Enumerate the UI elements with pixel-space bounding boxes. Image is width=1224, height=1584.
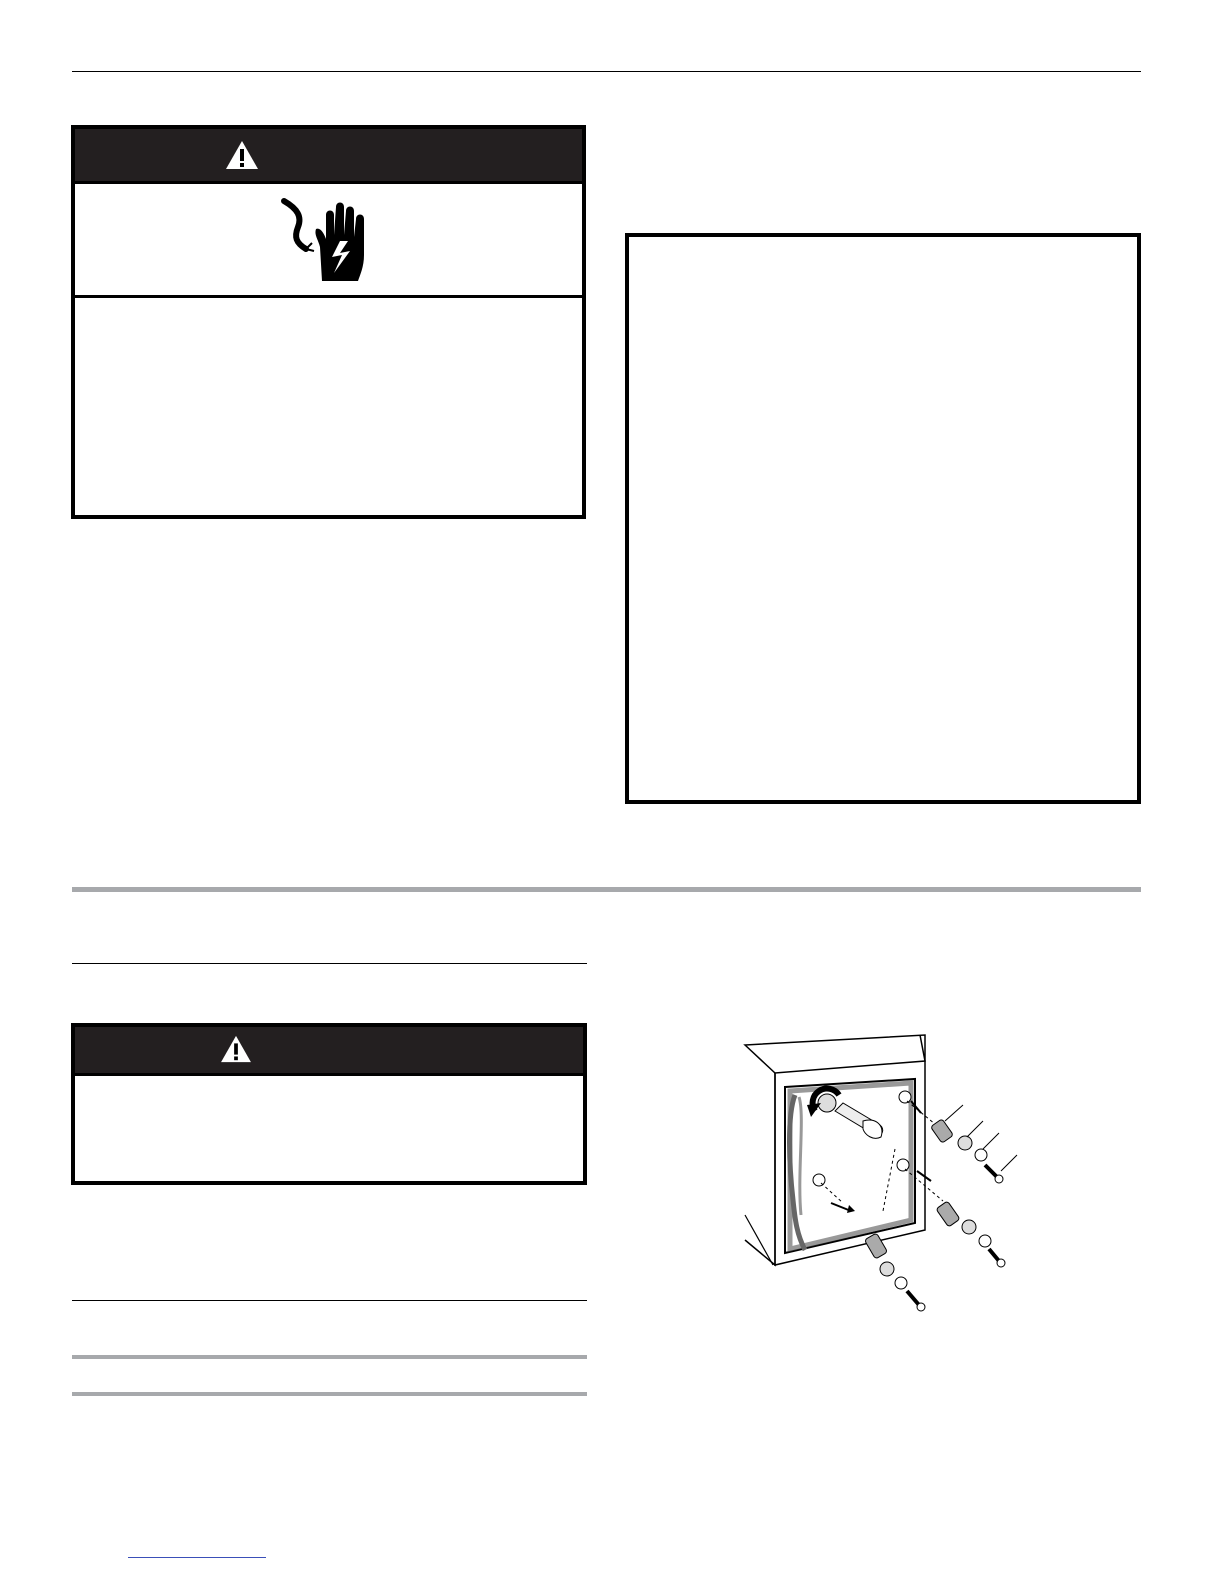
warning-header-bar [75,1027,583,1073]
gray-rule [72,1355,587,1359]
footer-link-underline[interactable] [128,1557,266,1558]
info-box [625,233,1141,804]
subsection-rule [72,1300,587,1301]
electrical-shock-hand-icon [278,195,374,287]
header-divider [75,181,582,184]
warning-triangle-icon [220,1035,252,1063]
subsection-rule [72,963,587,964]
warning-header-bar [75,129,582,181]
warning-triangle-icon [225,140,259,170]
electrical-warning-box [71,125,586,519]
shipping-bolt-removal-illustration [735,1025,1035,1315]
top-rule [72,71,1141,72]
section-divider [72,887,1141,892]
warning-box [71,1023,587,1185]
gray-rule [72,1392,587,1396]
icon-divider [75,295,582,298]
header-divider [75,1073,583,1076]
